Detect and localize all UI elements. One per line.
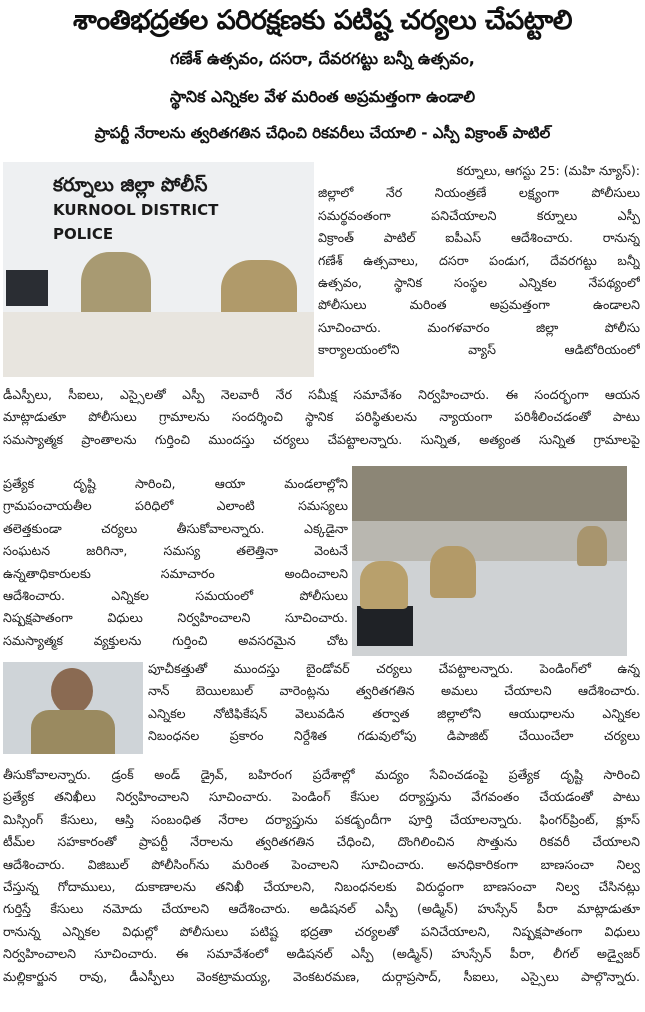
article-line: నిష్పక్షపాతంగా విధులు నిర్వహించాలని సూచించారు. bbox=[3, 610, 348, 626]
article-line: గ్రామపంచాయతీల పరిధిలో ఎలాంటి సమస్యలు bbox=[3, 498, 348, 514]
article-line: ఆదేశించారు. ఎన్నికల సమయంలో పోలీసులు bbox=[3, 588, 348, 604]
article-line: గణేశ్ ఉత్సవాలు, దసరా పండుగ, దేవరగట్టు బన్నీ bbox=[318, 252, 640, 268]
article-line: నాన్ బెయిలబుల్ వారెంట్లను త్వరితగతిన అమలు చేయాలని ఆదేశించారు. bbox=[148, 683, 640, 699]
press-photo-sp-desk bbox=[3, 162, 314, 377]
article-line: గుర్తిస్తే కేసులు నమోదు చేయాలని ఆదేశించారు. అడిషనల్ ఎస్పీ (అడ్మిన్) హుస్సేన్ పీరా మాట్లాడుతూ bbox=[3, 901, 640, 917]
article-column-left-mid bbox=[3, 473, 348, 652]
article-line: తీసుకోవాలన్నారు. డ్రంక్ అండ్ డ్రైవ్, బహిరంగ ప్రదేశాల్లో మద్యం సేవించడంపై ప్రత్యేక దృష్టి సారించి bbox=[3, 767, 640, 782]
article-line: సంఘటన జరిగినా, సమస్య తలెత్తినా వెంటనే bbox=[3, 543, 348, 559]
subheadline-1: గణేశ్ ఉత్సవం, దసరా, దేవరగట్టు బన్నీ ఉత్సవం, bbox=[170, 49, 475, 68]
officer-figure-front bbox=[360, 561, 408, 609]
article-block-full-3 bbox=[3, 764, 640, 988]
article-line: కార్యాలయంలోని వ్యాస్ ఆడిటోరియంలో bbox=[318, 342, 640, 358]
article-line: సూచించారు. మంగళవారం జిల్లా పోలీసు bbox=[318, 319, 640, 335]
article-line: నిబంధనల ప్రకారం నిర్దేశిత గడువులోపు డిపాజిట్ చేయించేలా చర్యలు bbox=[148, 728, 640, 744]
article-line: రానున్న ఎన్నికల విధుల్లో పోలీసులు పటిష్ట భద్రతా చర్యలతో పనిచేయాలని, నిష్పక్షపాతంగా విధులు bbox=[3, 923, 640, 939]
article-line: ప్రత్యేక తనిఖీలు నిర్వహించాలని సూచించారు. పెండింగ్ కేసుల దర్యాప్తును వేగవంతం చేయడంతో పాటు bbox=[3, 789, 640, 805]
sp-portrait-photo bbox=[3, 662, 143, 754]
article-line: సమస్యాత్మక ప్రాంతాలను గుర్తించి ముందస్తు చర్యలు చేపట్టాలన్నారు. సున్నిత, అత్యంత సున్నిత గ్రామాలపై bbox=[3, 431, 640, 447]
portrait-uniform bbox=[31, 710, 115, 754]
subheadline-2: స్థానిక ఎన్నికల వేళ మరింత అప్రమత్తంగా ఉండాలి bbox=[169, 87, 476, 106]
article-line: ఆదేశించారు. విజిబుల్ పోలీసింగ్‌ను మరింత పెంచాలని సూచించారు. అనధికారికంగా బాణసంచా నిల్వ bbox=[3, 856, 640, 872]
subheadline-3: ప్రాపర్టీ నేరాలను త్వరితగతిన చేధించి రికవరీలు చేయాలి - ఎస్పీ విక్రాంత్ పాటిల్ bbox=[94, 124, 551, 142]
article-line: పోలీసులు మరింత అప్రమత్తంగా ఉండాలని bbox=[318, 297, 640, 313]
article-line: టీమ్‌ల సహకారంతో ప్రాపర్టీ నేరాలను త్వరితగతిన చేధించి, దొంగిలించిన సొత్తును రికవరీ చేయాలని bbox=[3, 834, 640, 850]
article-line: సమర్థవంతంగా పనిచేయాలని కర్నూలు ఎస్పీ bbox=[318, 207, 640, 223]
article-column-right-top bbox=[318, 160, 640, 362]
headline: శాంతిభద్రతల పరిరక్షణకు పటిష్ట చర్యలు చేపట్టాలి bbox=[72, 5, 573, 36]
article-line: చేస్తున్న గోదాములు, దుకాణాలను తనిఖీ చేయాలని, నిబంధనలకు విరుద్ధంగా బాణసంచా నిల్వ చేసినట్లు bbox=[3, 879, 640, 895]
article-line: మాట్లాడుతూ పోలీసులు గ్రామాలను సందర్శించి స్థానిక పరిస్థితులను న్యాయంగా పరిశీలించడంతో పాటు bbox=[3, 409, 640, 425]
officer-figure-back bbox=[577, 526, 607, 566]
article-line: ప్రత్యేక దృష్టి సారించి, ఆయా మండలాల్లోని bbox=[3, 476, 348, 491]
portrait-head bbox=[51, 668, 93, 714]
article-line: జిల్లాలో నేర నియంత్రణే లక్ష్యంగా పోలీసులు bbox=[318, 185, 640, 201]
monitor bbox=[6, 270, 48, 306]
press-photo-meeting-hall bbox=[352, 466, 627, 656]
article-line: కర్నూలు, ఆగస్టు 25: (మహి న్యూస్): bbox=[456, 163, 640, 178]
hall-wall bbox=[352, 466, 627, 521]
article-line: విక్రాంత్ పాటిల్ ఐపీఎస్ ఆదేశించారు. రానున్న bbox=[318, 230, 640, 246]
article-line: తలెత్తకుండా చర్యలు తీసుకోవాలన్నారు. ఎక్కడైనా bbox=[3, 520, 348, 536]
hall-monitor bbox=[357, 606, 413, 646]
wall-sign-english: KURNOOL DISTRICT POLICE bbox=[53, 201, 219, 243]
police-wall-sign bbox=[53, 172, 273, 243]
article-line: ఎన్నికల నోటిఫికేషన్ వెలువడిన తర్వాత జిల్లాలోని ఆయుధాలను ఎన్నికల bbox=[148, 705, 640, 721]
article-line: మిస్సింగ్ కేసులు, ఆస్తి సంబంధిత నేరాల దర్యాప్తును పకడ్బందీగా పూర్తి చేయాలన్నారు. ఫింగర్‌ప్రింట్, క్లూస్ bbox=[3, 811, 640, 827]
article-block-full-1 bbox=[3, 384, 640, 451]
article-line: మల్లికార్జున రావు, డీఎస్పీలు వెంకట్రామయ్య, వెంకటరమణ, దుర్గాప్రసాద్, సీఐలు, ఎస్సైలు పాల్గొన్నారు. bbox=[3, 968, 640, 984]
officer-figure-front-2 bbox=[430, 546, 476, 598]
article-line: ఉన్నతాధికారులకు సమాచారం అందించాలని bbox=[3, 565, 348, 581]
article-column-right-low bbox=[148, 658, 640, 748]
wall-sign-telugu: కర్నూలు జిల్లా పోలీస్ bbox=[53, 174, 208, 196]
desk bbox=[3, 312, 314, 377]
article-line: డీఎస్పీలు, సీఐలు, ఎస్సైలతో ఎస్పీ నెలవారీ నేర సమీక్ష సమావేశం నిర్వహించారు. ఈ సందర్భంగా ఆయన bbox=[3, 387, 640, 402]
article-line: నిర్వహించాలని సూచించారు. ఈ సమావేశంలో అడిషనల్ ఎస్పీ (అడ్మిన్) హుస్సేన్ పీరా, లీగల్ అడ్వైజర్ bbox=[3, 946, 640, 962]
article-line: సమస్యాత్మక వ్యక్తులను గుర్తించి అవసరమైన చోట bbox=[3, 632, 348, 648]
article-line: పూచీకత్తుతో ముందస్తు బైండోవర్ చర్యలు చేపట్టాలన్నారు. పెండింగ్‌లో ఉన్న bbox=[148, 661, 640, 676]
article-line: ఉత్సవం, స్థానిక సంస్థల ఎన్నికల నేపథ్యంలో bbox=[318, 275, 640, 291]
